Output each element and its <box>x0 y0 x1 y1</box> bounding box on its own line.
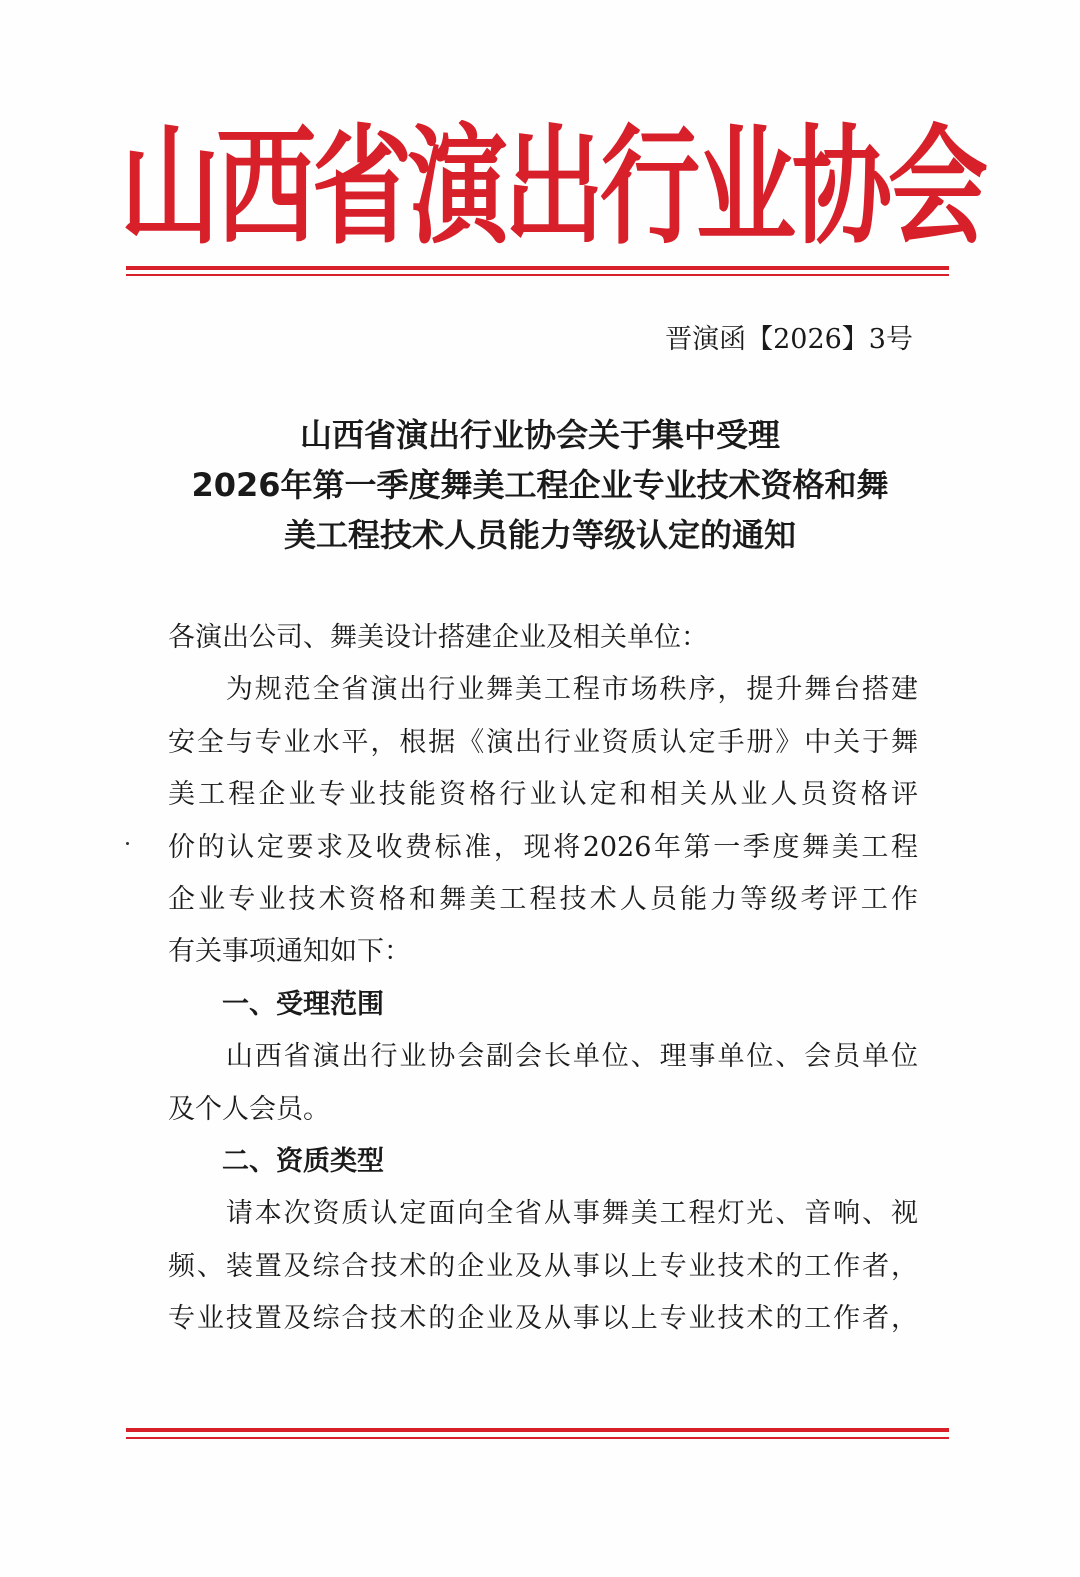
paragraph-line: 价的认定要求及收费标准，现将2026年第一季度舞美工程 <box>168 831 918 863</box>
paragraph-line: 请本次资质认定面向全省从事舞美工程灯光、音响、视 <box>168 1198 918 1230</box>
notice-body <box>168 612 918 1345</box>
paragraph-line: 及个人会员。 <box>168 1093 330 1125</box>
footer-divider-thick <box>126 1428 949 1432</box>
paragraph-line: 美工程企业专业技能资格行业认定和相关从业人员资格评 <box>168 779 918 811</box>
paragraph-line: 有关事项通知如下： <box>168 936 411 968</box>
paragraph-line: 山西省演出行业协会副会长单位、理事单位、会员单位 <box>168 1041 918 1073</box>
paragraph-line: 安全与专业水平，根据《演出行业资质认定手册》中关于舞 <box>168 726 918 758</box>
notice-title-line: 美工程技术人员能力等级认定的通知 <box>283 516 796 554</box>
letterhead-divider-thick <box>126 266 949 270</box>
notice-title-line: 2026年第一季度舞美工程企业专业技术资格和舞 <box>191 466 889 504</box>
scan-speck <box>126 842 129 845</box>
letterhead-title: 山西省演出行业协会 <box>120 112 984 262</box>
section-heading-qualification-type: 二、资质类型 <box>168 1145 384 1177</box>
notice-title-line: 山西省演出行业协会关于集中受理 <box>299 416 780 454</box>
letterhead-divider-thin <box>126 274 949 276</box>
paragraph-line: 企业专业技术资格和舞美工程技术人员能力等级考评工作 <box>168 883 918 915</box>
paragraph-line: 专业技置及综合技术的企业及从事以上专业技术的工作者， <box>168 1303 918 1335</box>
document-number: 晋演函【2026】3号 <box>665 324 913 355</box>
section-heading-scope: 一、受理范围 <box>168 988 384 1020</box>
footer-divider-thin <box>126 1437 949 1439</box>
paragraph-line: 为规范全省演出行业舞美工程市场秩序，提升舞台搭建 <box>168 674 918 706</box>
notice-title <box>150 410 930 560</box>
salutation: 各演出公司、舞美设计搭建企业及相关单位： <box>168 622 708 653</box>
paragraph-line: 频、装置及综合技术的企业及从事以上专业技术的工作者， <box>168 1250 918 1282</box>
